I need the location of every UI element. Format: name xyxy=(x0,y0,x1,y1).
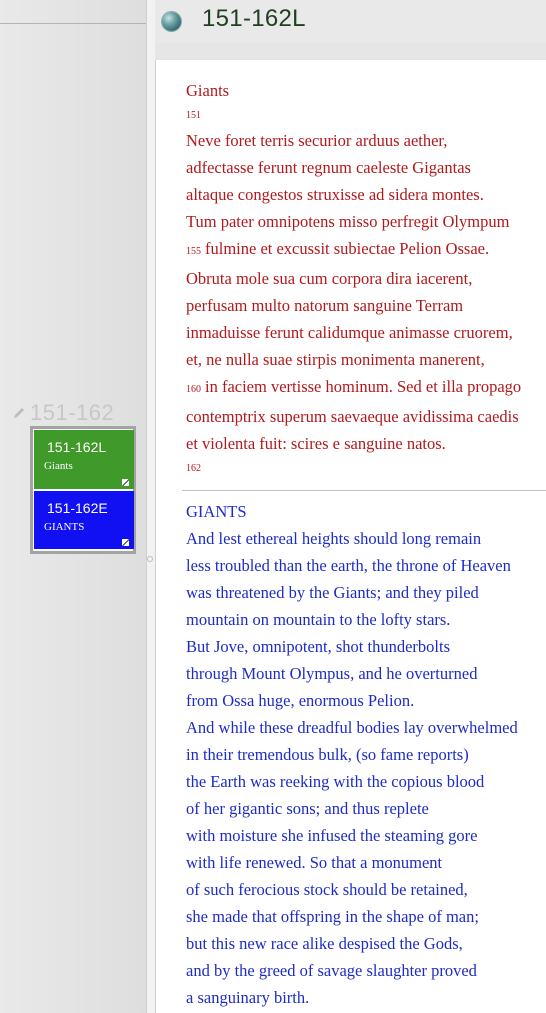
english-section xyxy=(186,498,518,1011)
verse-line xyxy=(186,430,521,457)
card-subtitle: GIANTS xyxy=(44,521,85,533)
card-stack xyxy=(30,426,136,554)
verse-line: in their tremendous bulk, (so fame reports) xyxy=(186,745,469,764)
verse-line xyxy=(186,235,521,265)
section-divider xyxy=(182,490,546,491)
latin-section xyxy=(186,78,521,480)
latin-lines xyxy=(186,127,521,457)
verse-line xyxy=(186,265,521,292)
document-header xyxy=(155,0,546,43)
edit-corner-icon[interactable] xyxy=(122,539,129,546)
verse-line xyxy=(186,181,521,208)
latin-heading: Giants xyxy=(186,81,230,100)
verse-line: she made that offspring in the shape of man; xyxy=(186,907,479,926)
verse-line: from Ossa huge, enormous Pelion. xyxy=(186,691,415,710)
group-title: 151-162 xyxy=(30,400,115,425)
verse-line: but this new race alike despised the Gods, xyxy=(186,934,463,953)
english-heading: GIANTS xyxy=(186,502,247,521)
verse-line xyxy=(186,373,521,403)
verse-text: inmaduisse ferunt calidumque animasse cruorem, xyxy=(186,323,513,342)
verse-text: fulmine et excussit subiectae Pelion Ossae. xyxy=(205,239,490,258)
verse-text: perfusam multo natorum sanguine Terram xyxy=(186,296,464,315)
verse-line: And lest ethereal heights should long remain xyxy=(186,529,482,548)
verse-line: of her gigantic sons; and thus replete xyxy=(186,799,429,818)
verse-text: et violenta fuit: scires e sanguine natos. xyxy=(186,434,446,453)
english-lines xyxy=(186,525,518,1011)
group-label[interactable] xyxy=(12,400,114,426)
line-number-end: 162 xyxy=(186,463,201,474)
verse-text: in faciem vertisse hominum. Sed et illa propago xyxy=(205,377,522,396)
pane-splitter[interactable] xyxy=(146,0,155,1013)
pane-top-rule xyxy=(0,23,146,24)
card-subtitle: Giants xyxy=(44,460,73,472)
line-number-start: 151 xyxy=(186,110,201,121)
document-content xyxy=(155,60,546,1013)
verse-line: less troubled than the earth, the throne of Heaven xyxy=(186,556,511,575)
card-english[interactable] xyxy=(34,491,134,549)
outline-pane xyxy=(0,0,146,1013)
card-id: 151-162E xyxy=(47,500,108,516)
verse-line: through Mount Olympus, and he overturned xyxy=(186,664,478,683)
verse-line xyxy=(186,319,521,346)
verse-line: and by the greed of savage slaughter proved xyxy=(186,961,477,980)
splitter-handle[interactable] xyxy=(147,556,153,562)
verse-line: was threatened by the Giants; and they piled xyxy=(186,583,479,602)
verse-line: But Jove, omnipotent, shot thunderbolts xyxy=(186,637,450,656)
verse-line: with moisture she infused the steaming gore xyxy=(186,826,478,845)
verse-line xyxy=(186,154,521,181)
card-latin[interactable] xyxy=(34,430,134,489)
verse-line: And while these dreadful bodies lay overwhelmed xyxy=(186,718,518,737)
edit-corner-icon[interactable] xyxy=(122,479,129,486)
verse-line xyxy=(186,403,521,430)
line-number: 155 xyxy=(186,246,201,257)
verse-text: Obruta mole sua cum corpora dira iacerent, xyxy=(186,269,473,288)
verse-line xyxy=(186,346,521,373)
verse-text: Neve foret terris securior arduus aether, xyxy=(186,131,448,150)
pencil-icon xyxy=(12,406,26,420)
card-id: 151-162L xyxy=(47,439,107,455)
verse-text: contemptrix superum saevaeque avidissima caedis xyxy=(186,407,519,426)
verse-line: of such ferocious stock should be retained, xyxy=(186,880,468,899)
line-number: 160 xyxy=(186,384,201,395)
verse-line xyxy=(186,127,521,154)
page-title: 151-162L xyxy=(202,5,306,32)
verse-line: with life renewed. So that a monument xyxy=(186,853,443,872)
verse-line: the Earth was reeking with the copious blood xyxy=(186,772,485,791)
verse-line: mountain on mountain to the lofty stars. xyxy=(186,610,451,629)
verse-line: a sanguinary birth. xyxy=(186,988,310,1007)
verse-line xyxy=(186,208,521,235)
verse-text: adfectasse ferunt regnum caeleste Gigantas xyxy=(186,158,471,177)
verse-text: et, ne nulla suae stirpis monimenta manerent, xyxy=(186,350,485,369)
verse-line xyxy=(186,292,521,319)
globe-icon[interactable] xyxy=(162,12,181,31)
verse-text: altaque congestos struxisse ad sidera montes. xyxy=(186,185,484,204)
verse-text: Tum pater omnipotens misso perfregit Olympum xyxy=(186,212,510,231)
